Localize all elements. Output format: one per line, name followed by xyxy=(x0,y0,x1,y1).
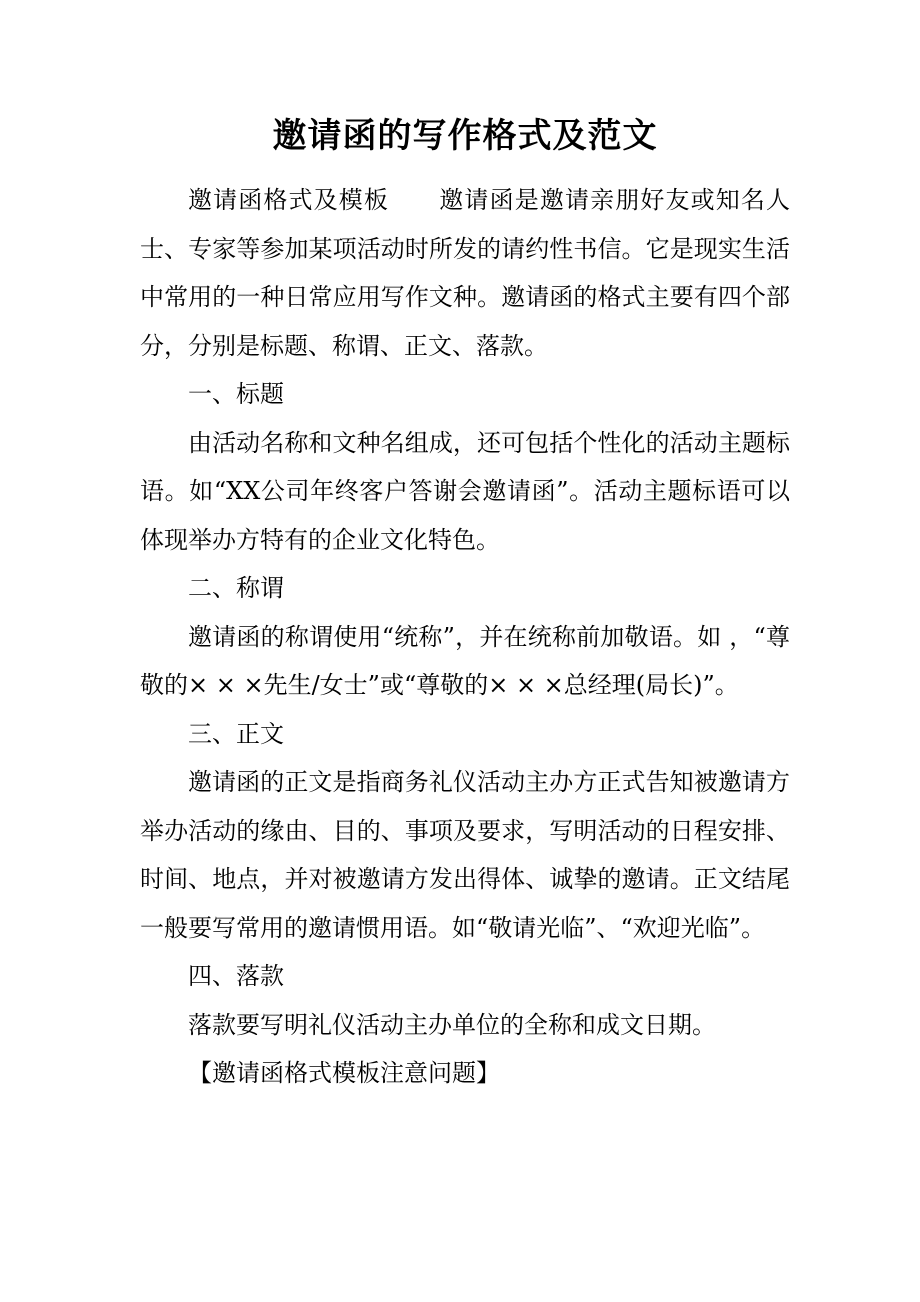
section-heading-signature: 四、落款 xyxy=(188,962,284,990)
intro-paragraph: 邀请函格式及模板 邀请函是邀请亲朋好友或知名人士、专家等参加某项活动时所发的请约性书信。它是现实生活中常用的一种日常应用写作文种。邀请函的格式主要有四个部分，分别是标题、称谓、正文、落款。 xyxy=(140,186,790,360)
section-body-title: 由活动名称和文种名组成，还可包括个性化的活动主题标语。如“XX公司年终客户答谢会邀请函”。活动主题标语可以体现举办方特有的企业文化特色。 xyxy=(140,428,790,554)
section-heading-title: 一、标题 xyxy=(188,380,284,408)
section-body-signature: 落款要写明礼仪活动主办单位的全称和成文日期。 xyxy=(188,1010,716,1039)
section-body-main-text: 邀请函的正文是指商务礼仪活动主办方正式告知被邀请方举办活动的缘由、目的、事项及要求，写明活动的日程安排、时间、地点，并对被邀请方发出得体、诚挚的邀请。正文结尾一般要写常用的邀请惯用语。如“敬请光临”、“欢迎光临”。 xyxy=(140,768,790,942)
document-page xyxy=(140,108,790,1098)
section-heading-main-text: 三、正文 xyxy=(188,719,284,748)
notes-heading: 【邀请函格式模板注意问题】 xyxy=(188,1059,500,1087)
document-title: 邀请函的写作格式及范文 xyxy=(272,116,658,156)
section-heading-salutation: 二、称谓 xyxy=(188,574,284,602)
section-body-salutation: 邀请函的称谓使用“统称”，并在统称前加敬语。如 ，“尊敬的× × ×先生/女士”或“尊敬的× × ×总经理(局长)”。 xyxy=(140,622,790,699)
